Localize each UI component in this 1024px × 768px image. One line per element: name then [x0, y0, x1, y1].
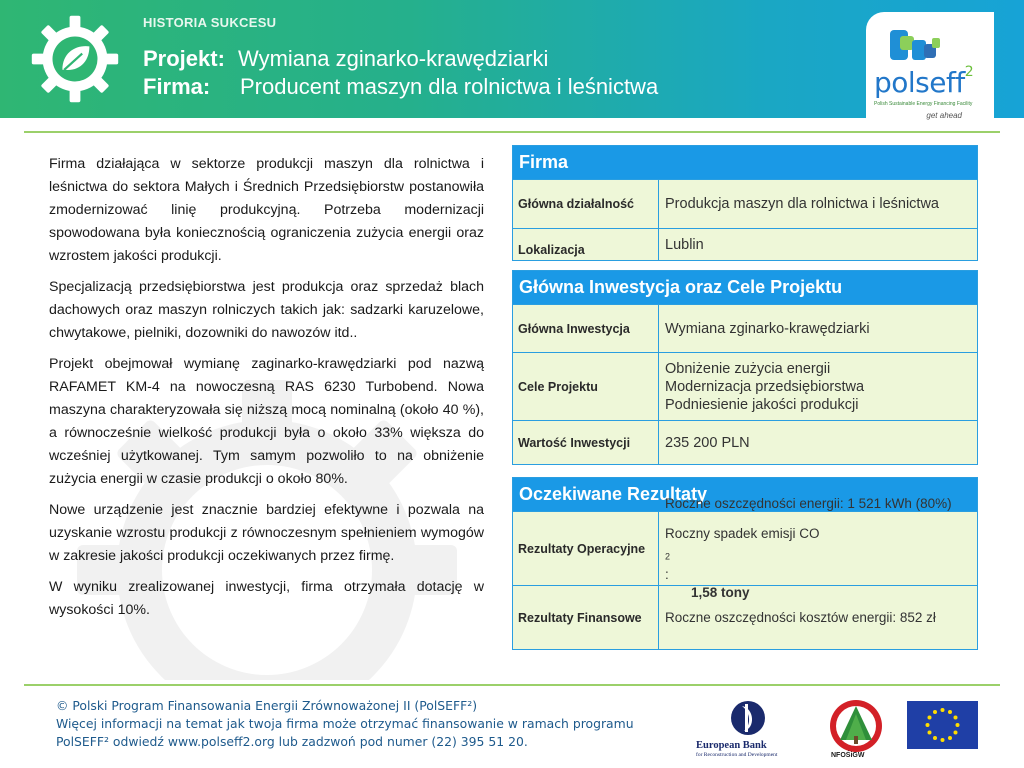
operational-results-label: Rezultaty Operacyjne — [513, 512, 659, 585]
main-activity-label: Główna działalność — [513, 180, 659, 228]
bottom-divider — [24, 684, 1000, 686]
nfosigw-name: NFOŚiGW — [831, 752, 865, 759]
table-row — [513, 496, 977, 600]
company-value: Producent maszyn dla rolnictwa i leśnictwa — [240, 74, 659, 99]
header-banner — [0, 0, 1024, 118]
eu-star-icon — [928, 731, 932, 735]
top-divider — [24, 131, 1000, 133]
location-label: Lokalizacja — [513, 229, 659, 260]
table-row — [513, 179, 977, 228]
description-paragraph: W wyniku zrealizowanej inwestycji, firma otrzymała dotację w wysokości 10%. — [49, 579, 484, 618]
footer-copyright: © Polski Program Finansowania Energii Zrównoważonej II (PolSEFF²) — [56, 698, 478, 713]
main-investment-value: Wymiana zginarko-krawędziarki — [665, 320, 870, 337]
emission-value: 1,58 tony — [691, 584, 750, 600]
project-label: Projekt: — [143, 46, 225, 71]
ebrd-subtitle: for Reconstruction and Development — [696, 752, 778, 758]
eu-star-icon — [933, 736, 937, 740]
emission-reduction: Roczny spadek emisji CO $_2$ : 1,58 tony — [665, 526, 820, 600]
location-value: Lublin — [665, 237, 704, 253]
company-line — [143, 74, 658, 100]
project-line — [143, 46, 548, 72]
investment-value: 235 200 PLN — [665, 434, 750, 451]
goal-item: Obniżenie zużycia energii — [665, 360, 831, 377]
goals-list — [659, 353, 977, 420]
leaf-gear-icon — [30, 14, 120, 104]
logo-tagline: Polish Sustainable Energy Financing Facility — [874, 101, 973, 107]
eu-star-icon — [948, 710, 952, 714]
table-row — [513, 304, 977, 352]
main-investment-label: Główna Inwestycja — [513, 305, 659, 352]
investment-table — [512, 270, 978, 465]
eu-star-icon — [954, 716, 958, 720]
company-label: Firma: — [143, 74, 211, 99]
footer-info: Więcej informacji na temat jak twoja firma może otrzymać finansowanie w ramach programu — [56, 716, 634, 731]
logo-wordmark: polseff$^2$ — [874, 63, 974, 99]
investment-table-title: Główna Inwestycja oraz Cele Projektu — [513, 271, 977, 304]
ebrd-name: European Bank — [696, 740, 767, 751]
polseff-logo — [866, 12, 994, 118]
eu-flag-icon — [907, 701, 978, 749]
table-row — [513, 420, 977, 464]
eu-star-icon — [926, 723, 930, 727]
eu-star-icon — [948, 736, 952, 740]
results-table-title: Oczekiwane Rezultaty — [513, 478, 977, 511]
goals-label: Cele Projektu — [513, 353, 659, 420]
financial-results-label: Rezultaty Finansowe — [513, 586, 659, 649]
main-activity-value: Produkcja maszyn dla rolnictwa i leśnictwa — [665, 196, 939, 212]
company-table-title: Firma — [513, 146, 977, 179]
description-paragraph: Projekt obejmował wymianę zaginarko-krawędziarki pod nazwą RAFAMET KM-4 na nowoczesną RAS 6230 Turbobend. Nowa maszyna charakteryzowała się niższą mocą nominalną (około 40 %), a równocześnie wielkość produkcji była o około 33% większa do wcześniej użytkowanej. Tym samym pozwoliło to na obniżenie zużycia energii w czasie produkcji o około 80%. — [49, 356, 484, 487]
table-row — [513, 585, 977, 649]
eu-star-icon — [941, 738, 945, 742]
footer-text — [56, 697, 634, 751]
table-row — [513, 228, 977, 260]
logo-slogan: get ahead — [926, 111, 962, 120]
eu-star-icon — [941, 708, 945, 712]
table-row — [513, 352, 977, 420]
description-paragraph: Firma działająca w sektorze produkcji maszyn dla rolnictwa i leśnictwa do sektora Małych i Średnich Przedsiębiorstw postanowiła zmodernizować linię produkcyjną. Potrzeba modernizacji spowodowana była koniecznością ograniczenia zużycia energii oraz wzrostem jakości produkcji. — [49, 156, 484, 264]
project-value: Wymiana zginarko-krawędziarki — [238, 46, 549, 71]
category-label: HISTORIA SUKCESU — [143, 15, 277, 30]
company-table — [512, 145, 978, 261]
investment-value-label: Wartość Inwestycji — [513, 421, 659, 464]
eu-star-icon — [933, 710, 937, 714]
eu-star-icon — [954, 731, 958, 735]
financial-results-value: Roczne oszczędności kosztów energii: 852 zł — [665, 609, 936, 625]
eu-star-icon — [928, 716, 932, 720]
energy-savings: Roczne oszczędności energii: 1 521 kWh (80%) — [665, 496, 952, 512]
footer-contact: PolSEFF² odwiedź www.polseff2.org lub zadzwoń pod numer (22) 395 51 20. — [56, 734, 528, 749]
description-paragraph: Nowe urządzenie jest znacznie bardziej efektywne i pozwala na uzyskanie wzrostu produkcji z równoczesnym spełnieniem wymogów w zakresie jakości produkcji oczekiwanych przez firmę. — [49, 502, 484, 564]
description-text — [49, 153, 484, 630]
description-paragraph: Specjalizacją przedsiębiorstwa jest produkcja oraz sprzedaż blach dachowych oraz maszyn rolniczych takich jak: sadzarki karuzelowe, chwytakowe, pielniki, dozowniki do nawozów itd.. — [49, 279, 484, 341]
results-table — [512, 477, 978, 650]
operational-results-values — [659, 496, 977, 600]
goal-item: Modernizacja przedsiębiorstwa — [665, 378, 865, 395]
logo-squares-icon — [888, 26, 948, 66]
goal-item: Podniesienie jakości produkcji — [665, 396, 859, 413]
eu-star-icon — [956, 723, 960, 727]
